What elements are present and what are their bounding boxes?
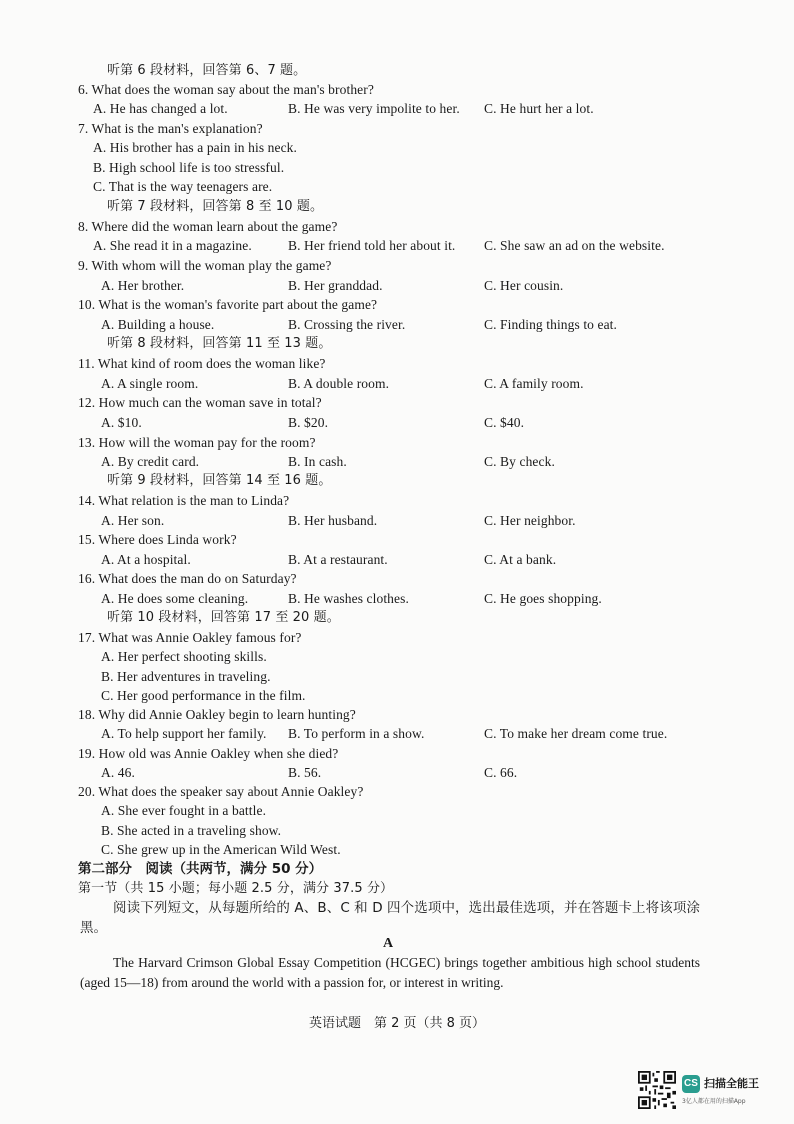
question-18-option-b: B. To perform in a show.: [288, 726, 425, 741]
question-18-option-a: A. To help support her family.: [101, 726, 267, 741]
question-10-option-c: C. Finding things to eat.: [484, 317, 618, 332]
question-13-option-b: B. In cash.: [288, 454, 347, 469]
camscanner-logo-icon: CS: [682, 1075, 700, 1093]
question-19-option-b: B. 56.: [288, 765, 322, 780]
question-9-option-c: C. Her cousin.: [484, 278, 564, 293]
listening-intro-8: 听第 8 段材料，回答第 11 至 13 题。: [107, 336, 332, 351]
question-15-option-c: C. At a bank.: [484, 552, 557, 567]
question-6-option-c: C. He hurt her a lot.: [484, 101, 594, 116]
question-12-option-c: C. $40.: [484, 415, 525, 430]
qr-code-icon: [638, 1071, 676, 1109]
question-12-stem: 12. How much can the woman save in total?: [78, 395, 322, 410]
listening-intro-7: 听第 7 段材料，回答第 8 至 10 题。: [107, 199, 324, 214]
question-20-option-b: B. She acted in a traveling show.: [101, 823, 282, 838]
listening-intro-6: 听第 6 段材料，回答第 6、7 题。: [107, 63, 307, 78]
question-10-option-b: B. Crossing the river.: [288, 317, 406, 332]
passage-text: The Harvard Crimson Global Essay Competition (HCGEC) brings together ambitious high school students (aged 15—18) from around the world with a passion for, or interest in writing.: [80, 955, 700, 990]
question-20-stem: 20. What does the speaker say about Annie Oakley?: [78, 784, 364, 799]
question-13-stem: 13. How will the woman pay for the room?: [78, 435, 316, 450]
section-1-title: 第一节（共 15 小题；每小题 2.5 分，满分 37.5 分）: [78, 881, 394, 896]
question-19-option-a: A. 46.: [101, 765, 135, 780]
page-footer: 英语试题 第 2 页（共 8 页）: [308, 1016, 486, 1031]
question-11-option-a: A. A single room.: [101, 376, 199, 391]
question-15-stem: 15. Where does Linda work?: [78, 532, 237, 547]
question-16-option-b: B. He washes clothes.: [288, 591, 409, 606]
question-6-stem: 6. What does the woman say about the man's brother?: [78, 82, 374, 97]
question-14-option-b: B. Her husband.: [288, 513, 378, 528]
part-2-title: 第二部分 阅读（共两节，满分 50 分）: [78, 861, 323, 877]
question-9-option-a: A. Her brother.: [101, 278, 185, 293]
question-19-stem: 19. How old was Annie Oakley when she died?: [78, 746, 339, 761]
question-13-option-c: C. By check.: [484, 454, 555, 469]
question-8-option-c: C. She saw an ad on the website.: [484, 238, 665, 253]
question-11-option-b: B. A double room.: [288, 376, 390, 391]
question-17-option-c: C. Her good performance in the film.: [101, 688, 306, 703]
listening-intro-10: 听第 10 段材料，回答第 17 至 20 题。: [107, 610, 340, 625]
passage-label: A: [383, 936, 394, 951]
question-7-option-a: A. His brother has a pain in his neck.: [93, 140, 298, 155]
question-8-option-b: B. Her friend told her about it.: [288, 238, 456, 253]
question-17-stem: 17. What was Annie Oakley famous for?: [78, 630, 302, 645]
question-20-option-c: C. She grew up in the American Wild West.: [101, 842, 341, 857]
question-7-option-b: B. High school life is too stressful.: [93, 160, 285, 175]
scanner-watermark: [638, 1071, 794, 1111]
question-6-option-b: B. He was very impolite to her.: [288, 101, 460, 116]
question-16-option-a: A. He does some cleaning.: [101, 591, 249, 606]
question-15-option-b: B. At a restaurant.: [288, 552, 388, 567]
question-20-option-a: A. She ever fought in a battle.: [101, 803, 267, 818]
question-15-option-a: A. At a hospital.: [101, 552, 191, 567]
question-6-option-a: A. He has changed a lot.: [93, 101, 228, 116]
question-18-option-c: C. To make her dream come true.: [484, 726, 668, 741]
question-8-option-a: A. She read it in a magazine.: [93, 238, 252, 253]
watermark-tagline: 3亿人都在用的扫描App: [682, 1098, 746, 1105]
question-10-option-a: A. Building a house.: [101, 317, 215, 332]
question-13-option-a: A. By credit card.: [101, 454, 200, 469]
question-14-option-c: C. Her neighbor.: [484, 513, 576, 528]
question-12-option-a: A. $10.: [101, 415, 142, 430]
question-16-option-c: C. He goes shopping.: [484, 591, 602, 606]
question-14-option-a: A. Her son.: [101, 513, 165, 528]
question-11-option-c: C. A family room.: [484, 376, 584, 391]
reading-instructions: 阅读下列短文，从每题所给的 A、B、C 和 D 四个选项中，选出最佳选项，并在答题卡上将该项涂黑。: [80, 900, 700, 936]
question-17-option-b: B. Her adventures in traveling.: [101, 669, 271, 684]
question-9-option-b: B. Her granddad.: [288, 278, 383, 293]
question-14-stem: 14. What relation is the man to Linda?: [78, 493, 290, 508]
question-18-stem: 18. Why did Annie Oakley begin to learn hunting?: [78, 707, 356, 722]
question-11-stem: 11. What kind of room does the woman like?: [78, 356, 326, 371]
question-16-stem: 16. What does the man do on Saturday?: [78, 571, 297, 586]
question-7-option-c: C. That is the way teenagers are.: [93, 179, 273, 194]
question-8-stem: 8. Where did the woman learn about the game?: [78, 219, 338, 234]
question-10-stem: 10. What is the woman's favorite part about the game?: [78, 297, 378, 312]
question-17-option-a: A. Her perfect shooting skills.: [101, 649, 267, 664]
question-12-option-b: B. $20.: [288, 415, 329, 430]
watermark-app-name: 扫描全能王: [704, 1077, 759, 1090]
question-9-stem: 9. With whom will the woman play the game?: [78, 258, 332, 273]
listening-intro-9: 听第 9 段材料，回答第 14 至 16 题。: [107, 473, 332, 488]
question-19-option-c: C. 66.: [484, 765, 518, 780]
question-7-stem: 7. What is the man's explanation?: [78, 121, 263, 136]
